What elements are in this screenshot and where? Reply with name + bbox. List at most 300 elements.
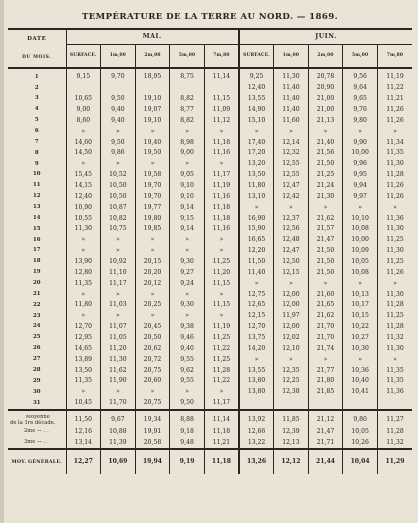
cell-mai-2: 19,40 (135, 137, 170, 148)
cell-juin-1: » (274, 278, 309, 289)
cell-juin-2: » (308, 354, 343, 365)
cell-juin-1: 12,00 (274, 289, 309, 300)
cell-mai-1: » (101, 289, 136, 300)
cell-juin-1: 11,40 (274, 94, 309, 105)
column-header-row (8, 45, 412, 69)
cell-juin-1: 11,30 (274, 72, 309, 83)
day-number: 2 (34, 84, 39, 91)
cell-mai-0: » (66, 289, 101, 300)
cell-juin-0: 16,65 (239, 235, 274, 246)
cell-juin-2: 21,00 (308, 105, 343, 116)
cell-juin-1: 12,39 (274, 426, 309, 437)
cell-juin-1: 11,60 (274, 115, 309, 126)
day-number: 20 (32, 280, 41, 287)
cell-mai-4: 11,18 (204, 213, 239, 224)
cell-juin-3: 10,30 (343, 343, 378, 354)
day-number: 26 (32, 345, 41, 352)
cell-juin-2: 21,70 (308, 322, 343, 333)
cell-juin-2: 21,25 (308, 170, 343, 181)
cell-juin-3: 10,05 (343, 257, 378, 268)
cell-mai-0: 12,70 (66, 322, 101, 333)
col-header-mai-0: SURFACE. (66, 45, 101, 69)
cell-juin-3: 9,95 (343, 170, 378, 181)
cell-mai-4: 11,21 (204, 437, 239, 449)
cell-juin-0: 13,20 (239, 159, 274, 170)
cell-mai-0: 9,15 (66, 72, 101, 83)
cell-juin-2: 21,47 (308, 235, 343, 246)
cell-juin-0: 14,90 (239, 105, 274, 116)
cell-juin-3: 10,04 (343, 449, 378, 474)
cell-mai-3: » (170, 311, 205, 322)
cell-juin-2: 21,00 (308, 94, 343, 105)
cell-juin-3: 10,09 (343, 246, 378, 257)
cell-juin-4: 11,32 (377, 333, 412, 344)
cell-juin-3: 10,10 (343, 213, 378, 224)
cell-juin-2: 20,78 (308, 72, 343, 83)
cell-mai-3: » (170, 126, 205, 137)
cell-mai-3: 9,27 (170, 267, 205, 278)
cell-mai-4: 11,14 (204, 72, 239, 83)
cell-juin-1: 12,25 (274, 376, 309, 387)
cell-mai-3: 9,00 (170, 148, 205, 159)
cell-juin-4: » (377, 202, 412, 213)
cell-mai-1: 10,88 (101, 426, 136, 437)
day-number: 28 (32, 366, 41, 373)
cell-juin-3: 9,94 (343, 181, 378, 192)
cell-mai-2: » (135, 387, 170, 398)
cell-juin-2: 21,50 (308, 246, 343, 257)
table-row (8, 278, 412, 289)
cell-mai-1: 11,03 (101, 300, 136, 311)
cell-mai-3: 9,38 (170, 322, 205, 333)
table-row (8, 181, 412, 192)
cell-mai-4: 11,18 (204, 426, 239, 437)
cell-juin-3: 10,36 (343, 365, 378, 376)
cell-juin-3: 10,08 (343, 267, 378, 278)
cell-juin-0: 15,10 (239, 115, 274, 126)
temperature-table (8, 28, 412, 474)
cell-juin-2: 21,24 (308, 181, 343, 192)
cell-mai-1: 10,87 (101, 202, 136, 213)
cell-juin-0: 13,55 (239, 94, 274, 105)
cell-juin-0: 12,65 (239, 300, 274, 311)
cell-mai-4: 11,20 (204, 267, 239, 278)
cell-juin-2: 21,62 (308, 311, 343, 322)
day-number: 8 (34, 149, 39, 156)
cell-mai-2: 19,10 (135, 94, 170, 105)
table-row (8, 72, 412, 83)
table-row (8, 213, 412, 224)
cell-mai-4: 11,25 (204, 354, 239, 365)
cell-juin-3: 10,13 (343, 289, 378, 300)
cell-juin-4: 11,35 (377, 365, 412, 376)
col-header-juin-2: 2m,00 (308, 45, 343, 69)
cell-mai-2: 20,50 (135, 333, 170, 344)
cell-mai-4: 11,18 (204, 137, 239, 148)
cell-juin-3: 9,65 (343, 94, 378, 105)
cell-mai-1: 9,50 (101, 137, 136, 148)
cell-juin-2: 21,44 (308, 449, 343, 474)
day-number: 18 (32, 258, 41, 265)
cell-juin-2: » (308, 278, 343, 289)
mean-label (8, 437, 66, 449)
cell-mai-0: 14,60 (66, 137, 101, 148)
cell-juin-1: 12,48 (274, 235, 309, 246)
cell-juin-4: 11,35 (377, 148, 412, 159)
cell-mai-0: 11,80 (66, 300, 101, 311)
cell-mai-4: 11,16 (204, 148, 239, 159)
cell-juin-3: 10,05 (343, 426, 378, 437)
cell-juin-4: 11,30 (377, 289, 412, 300)
cell-juin-2: 21,50 (308, 159, 343, 170)
cell-mai-1: 11,90 (101, 376, 136, 387)
cell-mai-4: » (204, 126, 239, 137)
cell-mai-2: 19,85 (135, 224, 170, 235)
cell-mai-1: 11,62 (101, 365, 136, 376)
cell-mai-2: 20,45 (135, 322, 170, 333)
cell-juin-3: » (343, 126, 378, 137)
cell-mai-3: 9,46 (170, 333, 205, 344)
cell-mai-3: » (170, 289, 205, 300)
cell-mai-3: » (170, 246, 205, 257)
cell-juin-4: 11,36 (377, 213, 412, 224)
cell-mai-1: » (101, 246, 136, 257)
cell-mai-1: 10,50 (101, 181, 136, 192)
cell-juin-1: 12,35 (274, 365, 309, 376)
cell-mai-0: 11,30 (66, 224, 101, 235)
cell-juin-0: 13,80 (239, 387, 274, 398)
mean-sublabel: 3me — . . (24, 438, 49, 445)
cell-mai-0: 14,15 (66, 181, 101, 192)
cell-mai-1: 10,50 (101, 191, 136, 202)
cell-mai-2: 20,12 (135, 278, 170, 289)
table-row (8, 94, 412, 105)
cell-mai-1: 11,39 (101, 437, 136, 449)
cell-juin-1: » (274, 354, 309, 365)
day-number: 4 (34, 106, 39, 113)
table-row (8, 300, 412, 311)
table-row (8, 148, 412, 159)
cell-juin-0: 12,66 (239, 426, 274, 437)
cell-juin-1: » (274, 126, 309, 137)
cell-mai-2: 19,07 (135, 105, 170, 116)
general-mean-label: MOY. GÉNÉRALE. (8, 449, 66, 474)
mean-row (8, 415, 412, 426)
cell-mai-0: 10,65 (66, 94, 101, 105)
cell-mai-1: 10,92 (101, 257, 136, 268)
cell-mai-1: » (101, 387, 136, 398)
cell-mai-1 (101, 83, 136, 94)
cell-mai-0: 8,60 (66, 115, 101, 126)
cell-juin-2: 21,74 (308, 343, 343, 354)
cell-juin-0: 12,70 (239, 322, 274, 333)
cell-juin-3: 9,97 (343, 191, 378, 202)
cell-juin-3: 10,22 (343, 322, 378, 333)
cell-mai-2: 19,34 (135, 415, 170, 426)
day-number: 7 (34, 138, 39, 145)
table-row (8, 343, 412, 354)
cell-juin-1: 12,37 (274, 213, 309, 224)
cell-mai-4: » (204, 311, 239, 322)
cell-juin-1: 11,40 (274, 105, 309, 116)
cell-juin-0: 9,25 (239, 72, 274, 83)
day-number: 24 (32, 323, 41, 330)
day-number: 29 (32, 377, 41, 384)
cell-juin-2: 21,12 (308, 415, 343, 426)
col-header-juin-3: 5m,00 (343, 45, 378, 69)
cell-mai-3: 9,15 (170, 213, 205, 224)
cell-mai-2: 20,25 (135, 300, 170, 311)
cell-juin-1: 12,55 (274, 170, 309, 181)
cell-mai-0: 15,45 (66, 170, 101, 181)
cell-mai-0: 13,50 (66, 365, 101, 376)
cell-juin-2: 21,57 (308, 224, 343, 235)
cell-mai-4: 11,19 (204, 181, 239, 192)
cell-juin-1: 12,14 (274, 137, 309, 148)
cell-juin-4: 11,30 (377, 159, 412, 170)
cell-juin-0 (239, 398, 274, 410)
day-number: 22 (32, 301, 41, 308)
cell-mai-3: 9,10 (170, 191, 205, 202)
cell-mai-3: 9,30 (170, 257, 205, 268)
table-row (8, 333, 412, 344)
cell-juin-4: 11,29 (377, 449, 412, 474)
cell-mai-0: 11,35 (66, 278, 101, 289)
day-number: 9 (34, 160, 39, 167)
day-number: 31 (32, 399, 41, 406)
cell-juin-2: 20,90 (308, 83, 343, 94)
cell-juin-3: 9,96 (343, 159, 378, 170)
table-row (8, 398, 412, 410)
col-header-juin-1: 1m,00 (274, 45, 309, 69)
table-row (8, 257, 412, 268)
cell-mai-2: 19,58 (135, 170, 170, 181)
cell-mai-3: 8,98 (170, 137, 205, 148)
cell-juin-4: 11,28 (377, 426, 412, 437)
cell-juin-4: 11,19 (377, 72, 412, 83)
cell-juin-2: 21,71 (308, 437, 343, 449)
cell-mai-1: 11,70 (101, 398, 136, 410)
cell-mai-2: 20,58 (135, 437, 170, 449)
cell-juin-1: 12,12 (274, 449, 309, 474)
cell-juin-0: 17,40 (239, 137, 274, 148)
cell-juin-0: 12,40 (239, 83, 274, 94)
cell-mai-4: 11,25 (204, 333, 239, 344)
cell-mai-2: 19,77 (135, 202, 170, 213)
cell-juin-0: 15,90 (239, 224, 274, 235)
cell-juin-0: 13,22 (239, 437, 274, 449)
cell-mai-4: 11,22 (204, 343, 239, 354)
cell-mai-4: » (204, 235, 239, 246)
cell-juin-2: 21,60 (308, 289, 343, 300)
cell-juin-0: 13,80 (239, 376, 274, 387)
table-row (8, 311, 412, 322)
cell-mai-2: 19,91 (135, 426, 170, 437)
cell-juin-0: 13,75 (239, 333, 274, 344)
cell-juin-0: » (239, 278, 274, 289)
cell-mai-4: 11,16 (204, 224, 239, 235)
day-number: 15 (32, 225, 41, 232)
cell-juin-4: 11,28 (377, 322, 412, 333)
date-header (8, 29, 66, 68)
cell-mai-0: 12,27 (66, 449, 101, 474)
cell-juin-1: 11,40 (274, 83, 309, 94)
cell-mai-3: 8,88 (170, 415, 205, 426)
cell-juin-0: 11,50 (239, 257, 274, 268)
table-body (8, 68, 412, 474)
cell-mai-0: » (66, 387, 101, 398)
cell-juin-3: » (343, 202, 378, 213)
cell-juin-4: 11,26 (377, 105, 412, 116)
cell-mai-4: 11,15 (204, 94, 239, 105)
cell-juin-2: 21,85 (308, 387, 343, 398)
cell-juin-0: » (239, 354, 274, 365)
day-number: 19 (32, 269, 41, 276)
cell-mai-3: 9,30 (170, 300, 205, 311)
general-mean-row (8, 449, 412, 474)
cell-mai-2: » (135, 311, 170, 322)
cell-juin-4: 11,32 (377, 437, 412, 449)
day-number: 13 (32, 204, 41, 211)
cell-juin-3: 10,00 (343, 148, 378, 159)
means-title: Moyenne (25, 414, 50, 420)
cell-mai-0: 11,35 (66, 376, 101, 387)
cell-mai-3: 9,10 (170, 181, 205, 192)
page-title: TEMPÉRATURE DE LA TERRE AU NORD. — 1869. (81, 12, 339, 22)
cell-juin-0: 13,55 (239, 365, 274, 376)
cell-mai-2: 20,75 (135, 365, 170, 376)
cell-juin-1 (274, 398, 309, 410)
table-row (8, 354, 412, 365)
cell-mai-4: 11,15 (204, 278, 239, 289)
table-row (8, 387, 412, 398)
cell-juin-2: 21,62 (308, 213, 343, 224)
cell-juin-0: 12,75 (239, 289, 274, 300)
cell-mai-3: » (170, 159, 205, 170)
cell-juin-3: 10,15 (343, 311, 378, 322)
cell-juin-3: 9,90 (343, 137, 378, 148)
cell-mai-2: » (135, 159, 170, 170)
cell-mai-3: 8,77 (170, 105, 205, 116)
cell-juin-2 (308, 398, 343, 410)
cell-mai-2: 19,94 (135, 449, 170, 474)
cell-mai-1: 11,17 (101, 278, 136, 289)
cell-mai-0: » (66, 246, 101, 257)
cell-juin-1: 12,42 (274, 191, 309, 202)
mean-sublabel: de la 1re décade. (10, 419, 56, 426)
cell-juin-1: 12,55 (274, 159, 309, 170)
cell-mai-2: 19,70 (135, 191, 170, 202)
cell-mai-4: » (204, 289, 239, 300)
cell-mai-0: 9,00 (66, 105, 101, 116)
cell-juin-1: 12,38 (274, 387, 309, 398)
cell-mai-3: 9,24 (170, 278, 205, 289)
cell-juin-3: 10,17 (343, 300, 378, 311)
cell-juin-2: 21,50 (308, 267, 343, 278)
cell-mai-3 (170, 83, 205, 94)
cell-mai-2: 20,72 (135, 354, 170, 365)
cell-mai-4: 11,28 (204, 365, 239, 376)
table-row (8, 246, 412, 257)
cell-mai-0: 12,40 (66, 191, 101, 202)
cell-mai-1: » (101, 126, 136, 137)
cell-mai-0: 14,65 (66, 343, 101, 354)
cell-juin-4: 11,26 (377, 267, 412, 278)
table-row (8, 289, 412, 300)
cell-mai-0: 11,50 (66, 415, 101, 426)
cell-mai-1: 9,40 (101, 115, 136, 126)
cell-juin-1: 12,00 (274, 300, 309, 311)
cell-juin-4: 11,30 (377, 246, 412, 257)
cell-juin-4: » (377, 278, 412, 289)
col-header-mai-1: 1m,00 (101, 45, 136, 69)
cell-mai-1: 11,10 (101, 267, 136, 278)
cell-juin-2: 21,40 (308, 137, 343, 148)
day-number: 6 (34, 128, 39, 135)
mean-row (8, 437, 412, 449)
day-number: 12 (32, 193, 41, 200)
table-row (8, 191, 412, 202)
cell-mai-0: 10,55 (66, 213, 101, 224)
cell-juin-0: » (239, 202, 274, 213)
cell-juin-2: » (308, 126, 343, 137)
month-header-mai: MAI. (66, 29, 239, 45)
cell-juin-3: 10,08 (343, 224, 378, 235)
cell-mai-1: » (101, 311, 136, 322)
cell-juin-4: 11,25 (377, 235, 412, 246)
cell-mai-4: 11,15 (204, 300, 239, 311)
mean-label (8, 415, 66, 426)
cell-juin-1: 12,50 (274, 257, 309, 268)
day-number: 10 (32, 171, 41, 178)
cell-juin-4 (377, 398, 412, 410)
cell-juin-0: » (239, 126, 274, 137)
cell-juin-1: 12,47 (274, 181, 309, 192)
month-header-juin: JUIN. (239, 29, 412, 45)
cell-juin-1: 12,47 (274, 246, 309, 257)
cell-mai-0: » (66, 311, 101, 322)
cell-mai-3: 9,19 (170, 449, 205, 474)
cell-mai-0 (66, 83, 101, 94)
cell-juin-2: 21,80 (308, 376, 343, 387)
cell-mai-3: 9,55 (170, 354, 205, 365)
cell-juin-4: 11,34 (377, 137, 412, 148)
cell-juin-0: 11,40 (239, 267, 274, 278)
cell-juin-0: 13,26 (239, 449, 274, 474)
cell-mai-4: 11,14 (204, 415, 239, 426)
cell-juin-4: 11,36 (377, 387, 412, 398)
cell-juin-4: 11,30 (377, 224, 412, 235)
binding-edge (0, 0, 4, 523)
cell-mai-3: 8,75 (170, 72, 205, 83)
table-row (8, 83, 412, 94)
col-header-juin-4: 7m,80 (377, 45, 412, 69)
cell-mai-3: 9,18 (170, 426, 205, 437)
cell-mai-4: 11,25 (204, 257, 239, 268)
cell-mai-2: 20,15 (135, 257, 170, 268)
cell-juin-4: 11,30 (377, 343, 412, 354)
cell-juin-1: 11,97 (274, 311, 309, 322)
cell-mai-2: 20,20 (135, 267, 170, 278)
day-number: 1 (34, 73, 39, 80)
cell-juin-4: 11,26 (377, 181, 412, 192)
cell-juin-2: » (308, 202, 343, 213)
table-row (8, 235, 412, 246)
day-number: 23 (32, 312, 41, 319)
cell-juin-4: 11,25 (377, 311, 412, 322)
cell-mai-4: 11,09 (204, 105, 239, 116)
cell-juin-2: 21,50 (308, 257, 343, 268)
